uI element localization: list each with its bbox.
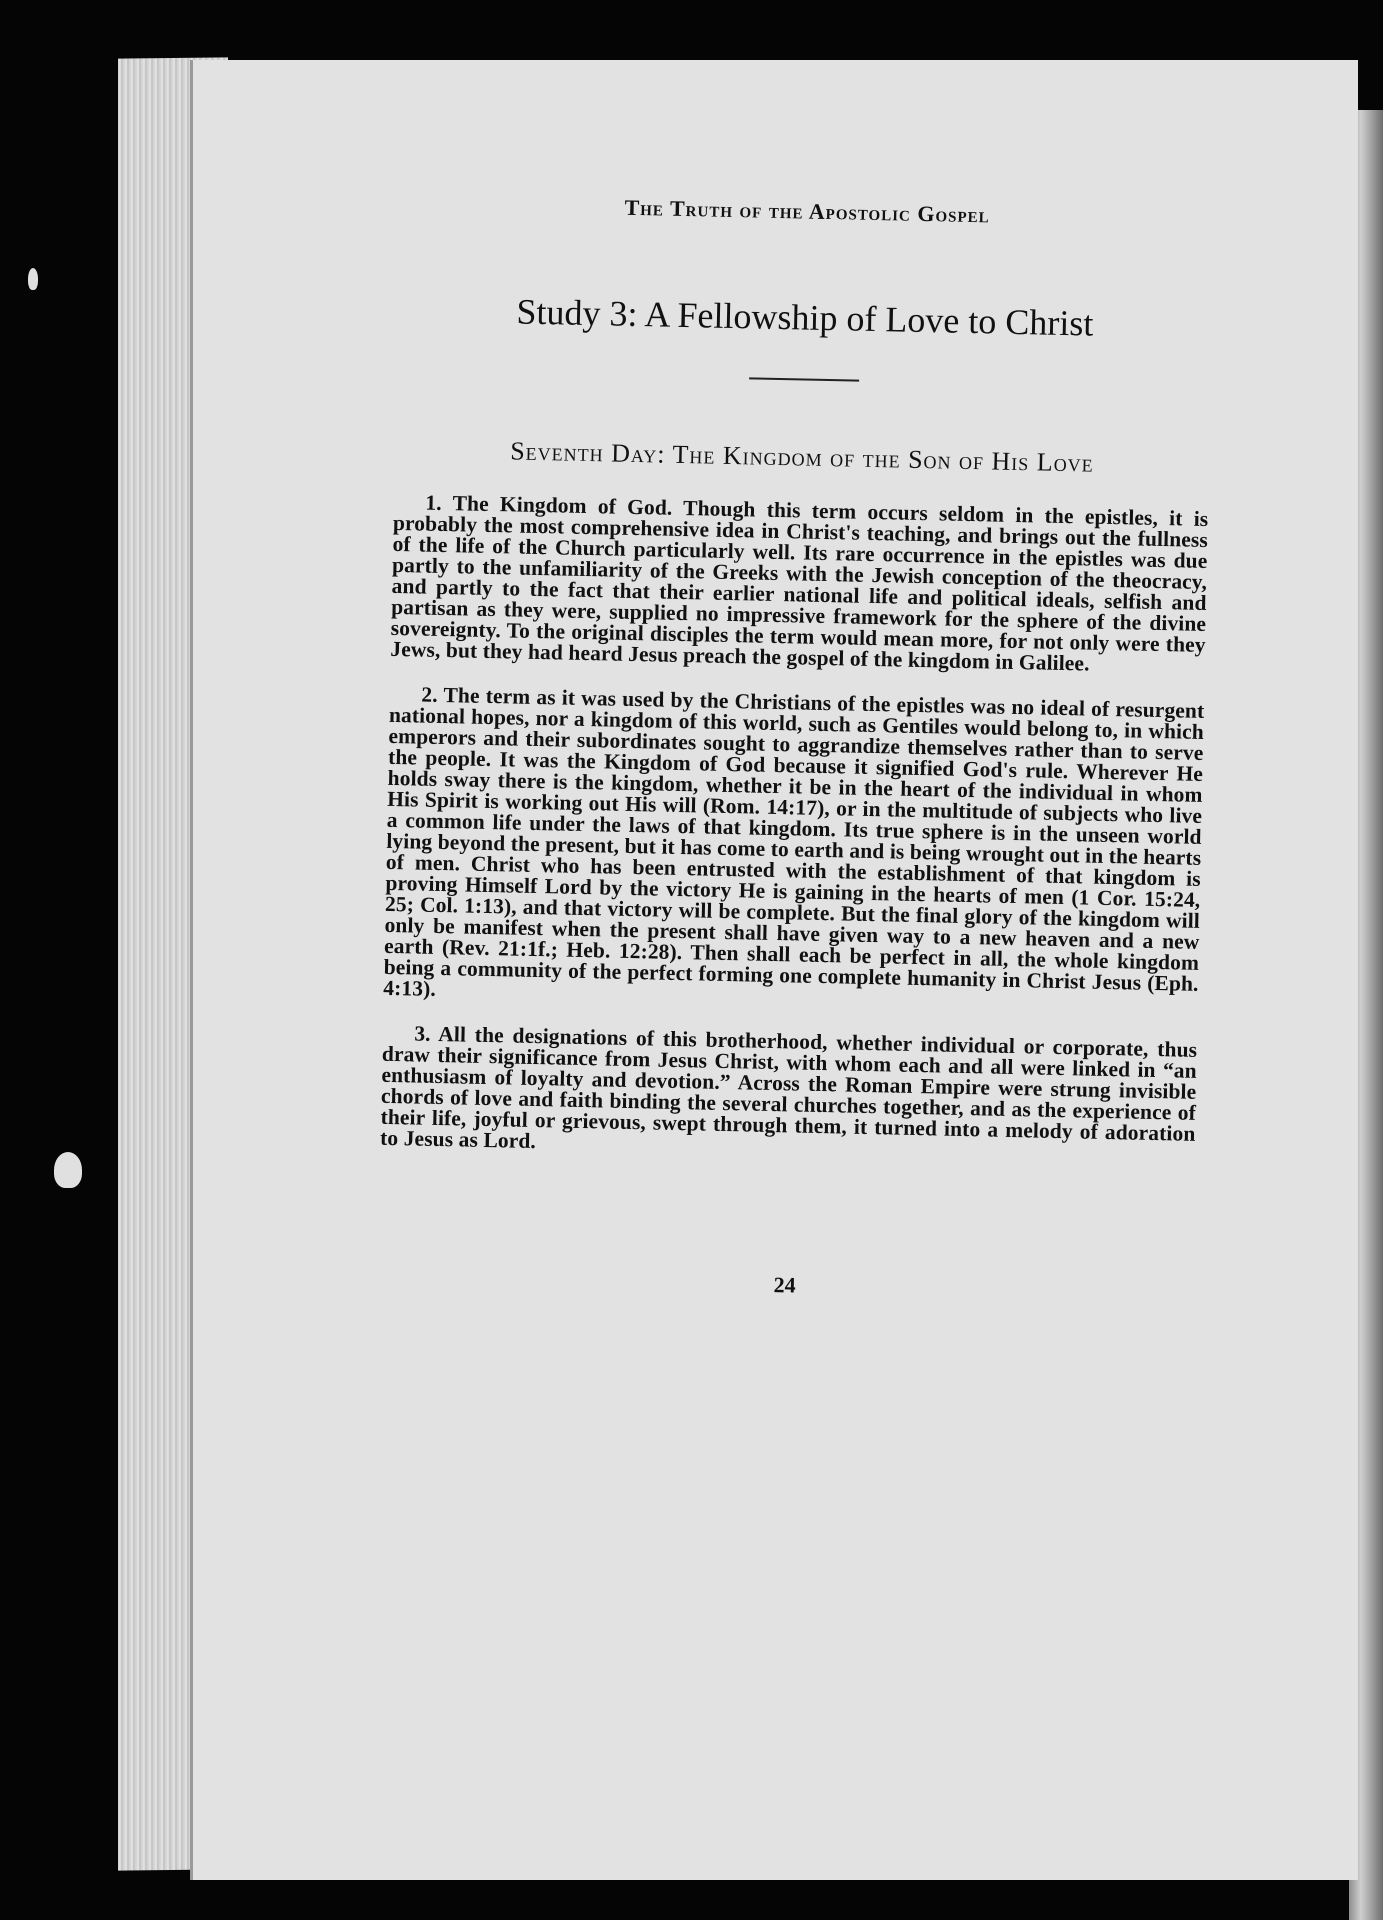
study-title: Study 3: A Fellowship of Love to Christ <box>516 291 1094 344</box>
paragraph-2: 2. The term as it was used by the Christians of the epistles was no ideal of resurgent national hopes, nor a kingdom of this world, such as Gentiles would belong to, in which emperors and their subordinates sought to aggrandize themselves rather than to serve the people. It was the Kingdom of God because it signified God's rule. Wherever He holds sway there is the kingdom, whether it be in the heart of the individual in whom His Spirit is working out His will (Rom. 14:17), or in the multitude of subjects who live a common life under the laws of that kingdom. Its true sphere is in the unseen world lying beyond the present, but it has come to earth and is being wrought out in the hearts of men. Christ who has been entrusted with the establishment of that kingdom is proving Himself Lord by the victory He is gaining in the hearts of men (1 Cor. 15:24, 25; Col. 1:13), and that victory will be complete. But the final glory of the kingdom will only be manifest when the present shall have given way to a new heaven and a new earth (Rev. 21:1f.; Heb. 12:28). Then shall each be perfect in all, the whole kingdom being a community of the perfect forming one complete humanity in Christ Jesus (Eph. 4:13). <box>383 682 1205 1001</box>
margin-speck <box>54 1152 82 1188</box>
divider-rule <box>749 377 859 381</box>
page-number: 24 <box>773 1272 796 1298</box>
running-head: The Truth of the Apostolic Gospel <box>624 194 990 228</box>
paragraph-3: 3. All the designations of this brotherhood, whether individual or corporate, thus draw their significance from Jesus Christ, with whom each and all were linked in “an enthusiasm of loyalty and devotion.” Across the Roman Empire were strung invisible chords of love and faith binding the several churches together, and as the experience of their life, joyful or grievous, swept through them, it turned into a melody of adoration to Jesus as Lord. <box>379 1021 1198 1154</box>
day-heading: Seventh Day: The Kingdom of the Son of His Love <box>509 436 1095 478</box>
page-content <box>372 190 1214 1527</box>
margin-speck <box>28 268 38 290</box>
paragraph-1: 1. The Kingdom of God. Though this term occurs seldom in the epistles, it is probably the most comprehensive idea in Christ's teaching, and brings out the fullness of the life of the Church particularly well. Its rare occurrence in the epistles was due partly to the unfamiliarity of the Greeks with the Jewish conception of the theocracy, and partly to the fact that their earlier national life and political ideals, selfish and partisan as they were, supplied no impressive framework for the sphere of the divine sovereignty. To the original disciples the term would mean more, for not only were they Jews, but they had heard Jesus preach the gospel of the kingdom in Galilee. <box>390 490 1209 676</box>
